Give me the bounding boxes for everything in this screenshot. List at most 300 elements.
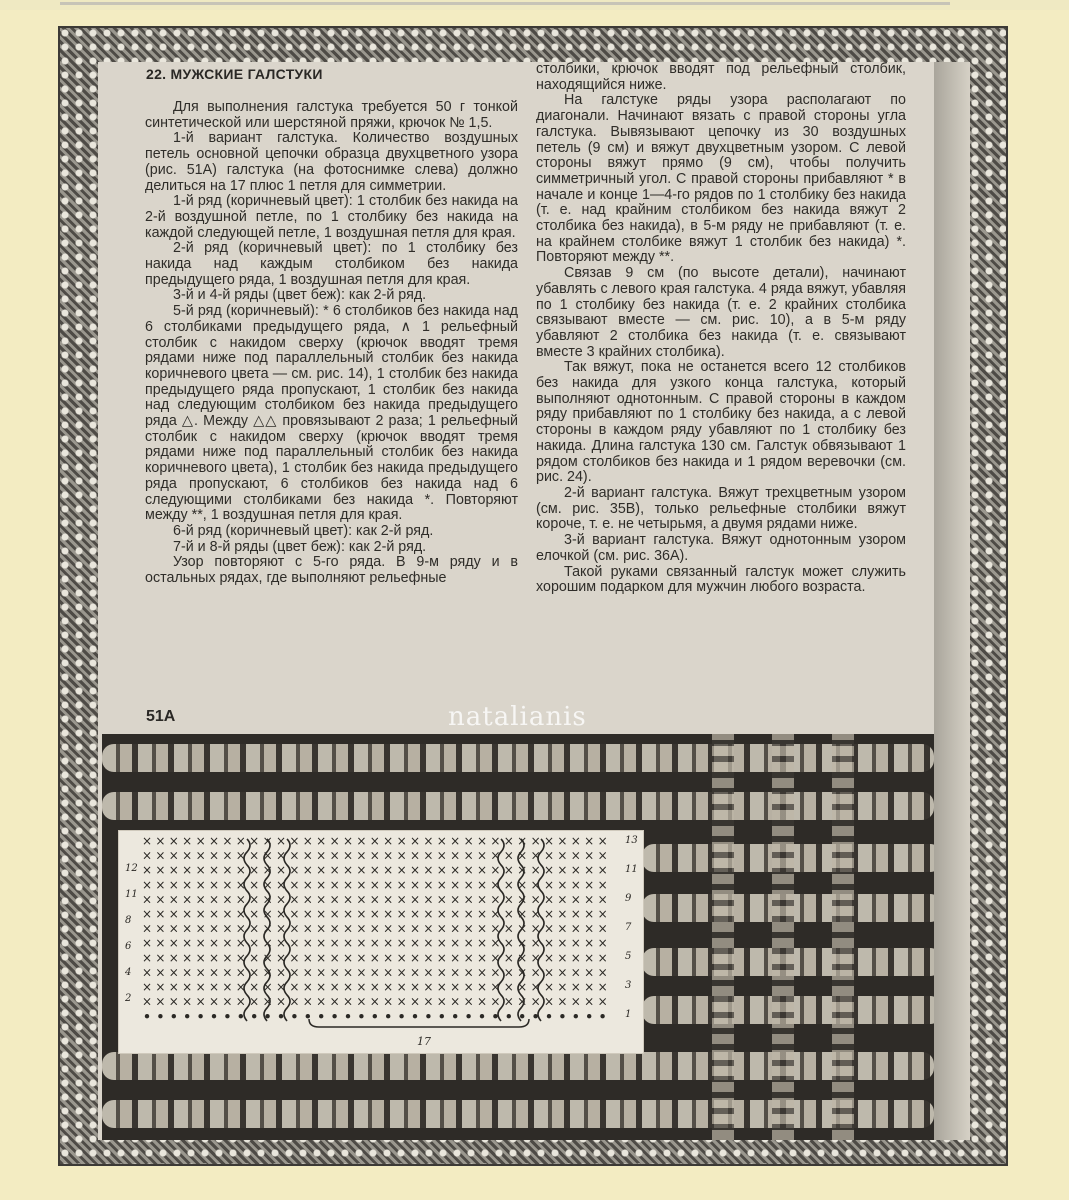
stitch-symbol: × — [208, 936, 220, 951]
stitch-symbol: × — [289, 877, 300, 892]
stitch-symbol: × — [329, 892, 340, 907]
stitch-symbol: × — [329, 994, 340, 1009]
stitch-symbol: × — [409, 863, 421, 878]
stitch-symbol: × — [409, 877, 421, 892]
stitch-symbol: × — [423, 907, 434, 921]
chain-stitch-dot — [145, 1014, 149, 1018]
stitch-symbol: × — [235, 907, 246, 921]
stitch-symbol: × — [289, 921, 300, 936]
stitch-symbol: × — [208, 907, 220, 921]
stitch-symbol: × — [570, 950, 581, 965]
chain-stitch-dot — [185, 1014, 189, 1018]
stitch-symbol: × — [195, 892, 206, 907]
stitch-symbol: × — [570, 848, 581, 863]
stitch-symbol: × — [182, 980, 193, 994]
stitch-symbol: × — [195, 863, 206, 878]
stitch-symbol: × — [369, 848, 380, 863]
stitch-symbol: × — [517, 834, 528, 848]
stitch-symbol: × — [396, 980, 407, 994]
stitch-symbol: × — [530, 834, 541, 848]
stitch-symbol: × — [503, 877, 514, 892]
stitch-symbol: × — [557, 950, 568, 965]
stitch-symbol: × — [182, 834, 193, 848]
chain-stitch-dot — [399, 1014, 403, 1018]
stitch-symbol: × — [383, 950, 394, 965]
row-number-left: 12 — [125, 863, 138, 874]
stitch-symbol: × — [168, 907, 179, 921]
stitch-symbol: × — [356, 936, 367, 951]
stitch-symbol: × — [543, 834, 555, 848]
stitch-symbol: × — [275, 965, 287, 980]
stitch-symbol: × — [503, 994, 514, 1009]
stitch-symbol: × — [222, 877, 233, 892]
stitch-symbol: × — [517, 907, 528, 921]
stitch-symbol: × — [476, 907, 488, 921]
stitch-symbol: × — [275, 994, 287, 1009]
stitch-symbol: × — [329, 907, 340, 921]
stitch-symbol: × — [195, 994, 206, 1009]
row-number-left: 8 — [125, 915, 132, 926]
stitch-symbol: × — [557, 936, 568, 951]
stitch-symbol: × — [275, 877, 287, 892]
stitch-symbol: × — [423, 848, 434, 863]
stitch-symbol: × — [597, 907, 608, 921]
stitch-symbol: × — [584, 907, 595, 921]
stitch-symbol: × — [235, 936, 246, 951]
row-number-right: 3 — [625, 980, 632, 991]
paragraph: 3-й вариант галстука. Вяжут однотонным узором елочкой (см. рис. 36А). — [536, 532, 906, 564]
stitch-symbol: × — [570, 863, 581, 878]
page-heading: 22. МУЖСКИЕ ГАЛСТУКИ — [146, 66, 323, 82]
stitch-symbol: × — [195, 936, 206, 951]
stitch-symbol: × — [584, 980, 595, 994]
stitch-symbol: × — [436, 980, 447, 994]
stitch-symbol: × — [396, 907, 407, 921]
stitch-symbol: × — [182, 907, 193, 921]
stitch-symbol: × — [557, 848, 568, 863]
stitch-symbol: × — [490, 848, 501, 863]
stitch-symbol: × — [383, 980, 394, 994]
stitch-symbol: × — [396, 950, 407, 965]
stitch-symbol: × — [195, 907, 206, 921]
stitch-symbol: × — [208, 994, 220, 1009]
stitch-symbol: × — [356, 834, 367, 848]
paragraph: Узор повторяют с 5-го ряда. В 9-м ряду и в остальных рядах, где выполняют рельефные — [145, 554, 518, 587]
stitch-symbol: × — [316, 863, 327, 878]
stitch-symbol: × — [262, 994, 273, 1009]
stitch-symbol: × — [463, 936, 474, 951]
stitch-symbol: × — [141, 907, 153, 921]
stitch-symbol: × — [369, 994, 380, 1009]
stitch-symbol: × — [517, 848, 528, 863]
stitch-symbol: × — [476, 980, 488, 994]
stitch-symbol: × — [383, 907, 394, 921]
stitch-symbol: × — [302, 863, 313, 878]
stitch-symbol: × — [436, 936, 447, 951]
stitch-symbol: × — [208, 980, 220, 994]
text-column-right — [536, 62, 906, 596]
stitch-symbol: × — [342, 848, 354, 863]
stitch-symbol: × — [222, 965, 233, 980]
stitch-symbol: × — [182, 921, 193, 936]
stitch-symbol: × — [423, 980, 434, 994]
stitch-symbol: × — [503, 863, 514, 878]
stitch-symbol: × — [409, 892, 421, 907]
stitch-symbol: × — [530, 950, 541, 965]
stitch-symbol: × — [342, 892, 354, 907]
stitch-symbol: × — [584, 950, 595, 965]
stitch-symbol: × — [436, 834, 447, 848]
stitch-symbol: × — [543, 892, 555, 907]
stitch-symbol: × — [383, 921, 394, 936]
stitch-symbol: × — [342, 950, 354, 965]
stitch-chart — [118, 830, 644, 1054]
stitch-symbol: × — [584, 994, 595, 1009]
stitch-symbol: × — [275, 907, 287, 921]
photo-stitch-row — [102, 792, 934, 820]
stitch-symbol: × — [503, 834, 514, 848]
stitch-symbol: × — [168, 980, 179, 994]
stitch-symbol: × — [141, 877, 153, 892]
stitch-symbol: × — [155, 994, 166, 1009]
stitch-symbol: × — [396, 877, 407, 892]
stitch-symbol: × — [155, 936, 166, 951]
stitch-symbol: × — [409, 994, 421, 1009]
stitch-symbol: × — [222, 863, 233, 878]
stitch-symbol: × — [476, 994, 488, 1009]
stitch-symbol: × — [275, 848, 287, 863]
stitch-symbol: × — [584, 834, 595, 848]
stitch-symbol: × — [208, 848, 220, 863]
stitch-symbol: × — [570, 877, 581, 892]
stitch-symbol: × — [409, 936, 421, 951]
stitch-symbol: × — [597, 877, 608, 892]
stitch-symbol: × — [557, 965, 568, 980]
stitch-symbol: × — [597, 863, 608, 878]
stitch-symbol: × — [584, 877, 595, 892]
paragraph: 1-й ряд (коричневый цвет): 1 столбик без накида на 2-й воздушной петле, по 1 столбику без накида на каждой следующей петле, 1 воздушная петля для края. — [145, 193, 518, 241]
stitch-symbol: × — [302, 980, 313, 994]
stitch-symbol: × — [208, 965, 220, 980]
stitch-symbol: × — [597, 936, 608, 951]
stitch-symbol: × — [249, 863, 260, 878]
stitch-symbol: × — [396, 863, 407, 878]
stitch-symbol: × — [182, 877, 193, 892]
stitch-symbol: × — [342, 921, 354, 936]
stitch-symbol: × — [503, 892, 514, 907]
stitch-symbol: × — [396, 994, 407, 1009]
chain-stitch-dot — [292, 1014, 296, 1018]
stitch-symbol: × — [356, 980, 367, 994]
stitch-symbol: × — [503, 980, 514, 994]
stitch-symbol: × — [249, 877, 260, 892]
stitch-symbol: × — [423, 921, 434, 936]
stitch-symbol: × — [570, 892, 581, 907]
stitch-symbol: × — [463, 950, 474, 965]
stitch-symbol: × — [249, 965, 260, 980]
stitch-symbol: × — [249, 950, 260, 965]
stitch-symbol: × — [342, 980, 354, 994]
stitch-symbol: × — [369, 921, 380, 936]
stitch-symbol: × — [369, 965, 380, 980]
stitch-symbol: × — [356, 994, 367, 1009]
stitch-symbol: × — [463, 980, 474, 994]
stitch-symbol: × — [570, 921, 581, 936]
stitch-symbol: × — [369, 892, 380, 907]
chain-stitch-dot — [480, 1014, 484, 1018]
stitch-symbol: × — [182, 994, 193, 1009]
stitch-symbol: × — [302, 965, 313, 980]
stitch-symbol: × — [530, 994, 541, 1009]
stitch-symbol: × — [155, 921, 166, 936]
stitch-symbol: × — [490, 936, 501, 951]
stitch-symbol: × — [450, 834, 461, 848]
stitch-symbol: × — [275, 936, 287, 951]
stitch-symbol: × — [182, 950, 193, 965]
chain-stitch-dot — [574, 1014, 578, 1018]
stitch-symbol: × — [262, 863, 273, 878]
stitch-symbol: × — [530, 863, 541, 878]
page-edge-shadow — [934, 62, 970, 1140]
stitch-symbol: × — [543, 965, 555, 980]
stitch-symbol: × — [597, 980, 608, 994]
stitch-symbol: × — [530, 936, 541, 951]
stitch-symbol: × — [490, 980, 501, 994]
stitch-symbol: × — [450, 848, 461, 863]
chain-stitch-dot — [587, 1014, 591, 1018]
stitch-symbol: × — [275, 834, 287, 848]
stitch-symbol: × — [369, 907, 380, 921]
stitch-symbol: × — [195, 980, 206, 994]
stitch-symbol: × — [235, 877, 246, 892]
stitch-symbol: × — [490, 950, 501, 965]
stitch-symbol: × — [302, 921, 313, 936]
stitch-symbol: × — [423, 936, 434, 951]
chain-stitch-dot — [520, 1014, 524, 1018]
stitch-symbol: × — [249, 980, 260, 994]
stitch-symbol: × — [155, 877, 166, 892]
stitch-symbol: × — [557, 834, 568, 848]
stitch-symbol: × — [369, 863, 380, 878]
stitch-symbol: × — [235, 950, 246, 965]
row-number-right: 9 — [625, 893, 632, 904]
stitch-symbol: × — [476, 863, 488, 878]
stitch-symbol: × — [450, 994, 461, 1009]
chain-stitch-dot — [198, 1014, 202, 1018]
stitch-symbol: × — [570, 834, 581, 848]
stitch-symbol: × — [342, 907, 354, 921]
stitch-symbol: × — [182, 965, 193, 980]
chain-stitch-dot — [413, 1014, 417, 1018]
stitch-symbol: × — [476, 877, 488, 892]
stitch-symbol: × — [450, 877, 461, 892]
chain-stitch-dot — [306, 1014, 310, 1018]
stitch-symbol: × — [208, 921, 220, 936]
stitch-symbol: × — [329, 834, 340, 848]
stitch-symbol: × — [383, 936, 394, 951]
stitch-symbol: × — [235, 834, 246, 848]
stitch-symbol: × — [141, 834, 153, 848]
stitch-symbol: × — [517, 980, 528, 994]
stitch-symbol: × — [584, 965, 595, 980]
stitch-symbol: × — [530, 921, 541, 936]
watermark: natalianis — [448, 702, 587, 732]
stitch-symbol: × — [396, 921, 407, 936]
stitch-symbol: × — [316, 892, 327, 907]
stitch-symbol: × — [262, 834, 273, 848]
stitch-symbol: × — [289, 980, 300, 994]
stitch-symbol: × — [195, 834, 206, 848]
stitch-symbol: × — [383, 892, 394, 907]
chain-stitch-dot — [346, 1014, 350, 1018]
stitch-symbol: × — [463, 848, 474, 863]
chain-stitch-dot — [319, 1014, 323, 1018]
stitch-symbol: × — [543, 936, 555, 951]
stitch-symbol: × — [423, 863, 434, 878]
stitch-symbol: × — [450, 921, 461, 936]
stitch-symbol: × — [302, 994, 313, 1009]
stitch-symbol: × — [450, 965, 461, 980]
stitch-symbol: × — [235, 863, 246, 878]
stitch-symbol: × — [396, 936, 407, 951]
stitch-symbol: × — [450, 907, 461, 921]
repeat-bracket — [309, 1019, 529, 1027]
stitch-symbol: × — [302, 936, 313, 951]
stitch-symbol: × — [436, 848, 447, 863]
stitch-symbol: × — [316, 980, 327, 994]
stitch-symbol: × — [222, 980, 233, 994]
row-number-left: 2 — [125, 993, 132, 1004]
stitch-symbol: × — [476, 892, 488, 907]
stitch-symbol: × — [168, 936, 179, 951]
stitch-symbol: × — [208, 892, 220, 907]
stitch-symbol: × — [530, 848, 541, 863]
stitch-symbol: × — [235, 980, 246, 994]
stitch-symbol: × — [490, 863, 501, 878]
stitch-symbol: × — [316, 848, 327, 863]
stitch-symbol: × — [356, 965, 367, 980]
stitch-symbol: × — [436, 921, 447, 936]
photo-stitch-row — [102, 1100, 934, 1128]
stitch-symbol: × — [517, 965, 528, 980]
stitch-symbol: × — [409, 950, 421, 965]
stitch-symbol: × — [503, 965, 514, 980]
stitch-symbol: × — [249, 907, 260, 921]
stitch-symbol: × — [235, 848, 246, 863]
photo-stitch-row — [102, 744, 934, 772]
stitch-symbol: × — [396, 965, 407, 980]
stitch-symbol: × — [302, 907, 313, 921]
stitch-symbol: × — [543, 950, 555, 965]
stitch-symbol: × — [476, 965, 488, 980]
stitch-symbol: × — [316, 965, 327, 980]
stitch-symbol: × — [262, 950, 273, 965]
stitch-symbol: × — [570, 936, 581, 951]
stitch-symbol: × — [423, 834, 434, 848]
stitch-symbol: × — [463, 834, 474, 848]
stitch-symbol: × — [584, 863, 595, 878]
chain-stitch-dot — [493, 1014, 497, 1018]
stitch-symbol: × — [289, 965, 300, 980]
stitch-symbol: × — [356, 950, 367, 965]
stitch-symbol: × — [409, 834, 421, 848]
stitch-symbol: × — [262, 892, 273, 907]
paragraph: Так вяжут, пока не останется всего 12 столбиков без накида для узкого конца галстука, который выполняют однотонным. С правой стороны в каждом ряду прибавляют по 1 столбику без накида, а с левой стороны в каждом ряду убавляют по 1 столбику без накида. Длина галстука 130 см. Галстук обвязывают 1 рядом столбиков без накида и 1 рядом веревочки (см. рис. 24). — [536, 359, 906, 486]
stitch-symbol: × — [356, 863, 367, 878]
stitch-symbol: × — [436, 892, 447, 907]
stitch-symbol: × — [503, 950, 514, 965]
stitch-symbol: × — [383, 848, 394, 863]
stitch-symbol: × — [168, 877, 179, 892]
stitch-symbol: × — [195, 965, 206, 980]
stitch-symbol: × — [396, 834, 407, 848]
chain-stitch-dot — [373, 1014, 377, 1018]
knitted-tie-photo — [102, 734, 934, 1140]
stitch-symbol: × — [436, 863, 447, 878]
row-number-right: 1 — [625, 1009, 632, 1020]
stitch-symbol: × — [208, 877, 220, 892]
stitch-symbol: × — [383, 834, 394, 848]
stitch-symbol: × — [262, 921, 273, 936]
stitch-symbol: × — [584, 892, 595, 907]
stitch-symbol: × — [476, 834, 488, 848]
row-number-left: 6 — [125, 941, 132, 952]
stitch-symbol: × — [155, 965, 166, 980]
stitch-symbol: × — [289, 863, 300, 878]
stitch-symbol: × — [369, 936, 380, 951]
stitch-symbol: × — [570, 994, 581, 1009]
stitch-symbol: × — [584, 848, 595, 863]
stitch-symbol: × — [597, 994, 608, 1009]
stitch-symbol: × — [182, 936, 193, 951]
stitch-symbol: × — [463, 965, 474, 980]
stitch-symbol: × — [530, 980, 541, 994]
stitch-symbol: × — [543, 848, 555, 863]
stitch-symbol: × — [557, 921, 568, 936]
stitch-symbol: × — [503, 848, 514, 863]
paragraph: 3-й и 4-й ряды (цвет беж): как 2-й ряд. — [173, 287, 427, 304]
chain-stitch-dot — [359, 1014, 363, 1018]
stitch-symbol: × — [517, 936, 528, 951]
stitch-symbol: × — [490, 892, 501, 907]
stitch-symbol: × — [289, 834, 300, 848]
stitch-symbol: × — [369, 877, 380, 892]
photo-relief-column — [712, 734, 734, 1140]
stitch-symbol: × — [557, 863, 568, 878]
stitch-symbol: × — [517, 863, 528, 878]
stitch-symbol: × — [275, 892, 287, 907]
stitch-symbol: × — [342, 994, 354, 1009]
stitch-chart-svg — [119, 831, 643, 1053]
row-number-left: 11 — [125, 889, 138, 900]
stitch-symbol: × — [409, 907, 421, 921]
stitch-symbol: × — [222, 892, 233, 907]
paragraph: 7-й и 8-й ряды (цвет беж): как 2-й ряд. — [173, 538, 427, 555]
stitch-symbol: × — [436, 877, 447, 892]
stitch-symbol: × — [597, 892, 608, 907]
row-number-right: 5 — [625, 951, 632, 962]
paragraph: 2-й вариант галстука. Вяжут трехцветным узором (см. рис. 35В), только рельефные столбики вяжут короче, т. е. не четырьмя, а двумя рядами ниже. — [536, 484, 906, 533]
stitch-symbol: × — [396, 848, 407, 863]
stitch-symbol: × — [155, 980, 166, 994]
stitch-symbol: × — [543, 921, 555, 936]
paragraph: 6-й ряд (коричневый цвет): как 2-й ряд. — [173, 522, 434, 539]
stitch-symbol: × — [503, 921, 514, 936]
stitch-symbol: × — [383, 994, 394, 1009]
stitch-symbol: × — [570, 965, 581, 980]
stitch-symbol: × — [208, 834, 220, 848]
stitch-symbol: × — [141, 936, 153, 951]
